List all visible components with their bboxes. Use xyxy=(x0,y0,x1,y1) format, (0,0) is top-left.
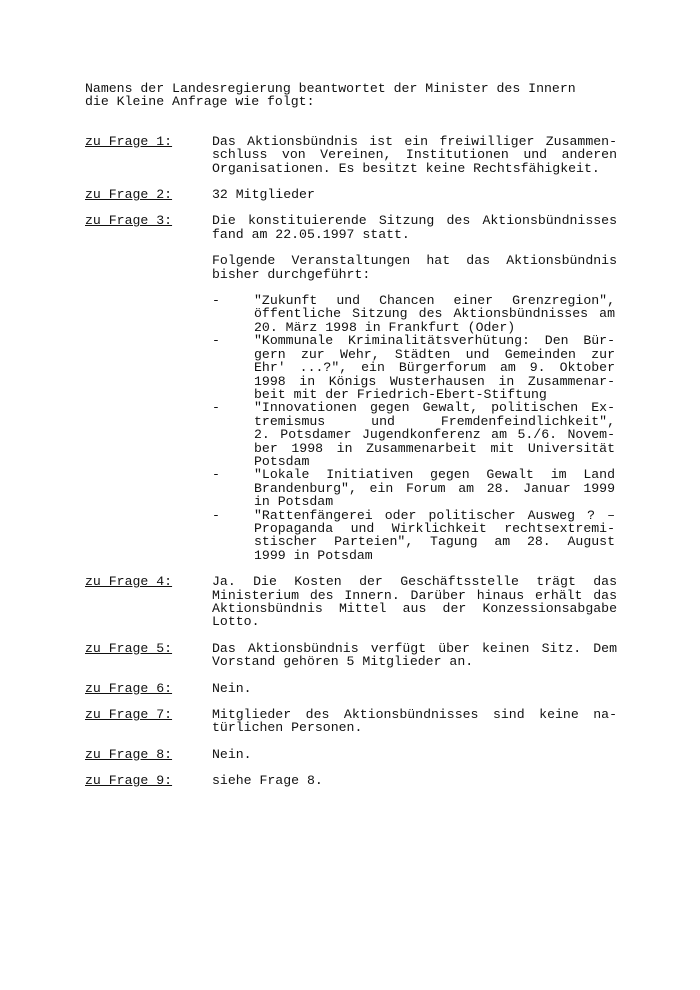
question-label: zu Frage 7: xyxy=(85,707,173,723)
answer-line: Nein. xyxy=(212,746,252,762)
answer-line: Mitglieder des Aktionsbündnisses sind keine na- xyxy=(212,707,617,723)
event-item xyxy=(212,401,617,468)
answer-text xyxy=(212,774,617,787)
bullet-dash: - xyxy=(212,507,220,523)
answer-6 xyxy=(85,682,617,695)
question-label: zu Frage 6: xyxy=(85,680,173,696)
bullet-dash: - xyxy=(212,467,220,483)
event-text xyxy=(254,468,615,508)
answer-line: türlichen Personen. xyxy=(212,720,363,736)
answer-paragraph xyxy=(212,748,617,761)
answer-line: Organisationen. Es besitzt keine Rechtsfähigkeit. xyxy=(212,160,600,176)
events-list xyxy=(212,294,617,562)
answer-text xyxy=(212,575,617,629)
event-item xyxy=(212,509,617,563)
answer-8 xyxy=(85,748,617,761)
answer-line: Nein. xyxy=(212,680,252,696)
event-line: in Potsdam xyxy=(254,494,334,510)
event-line: öffentliche Sitzung des Aktionsbündnisses am xyxy=(254,306,615,322)
answer-5 xyxy=(85,642,617,669)
event-line: "Lokale Initiativen gegen Gewalt im Land xyxy=(254,467,615,483)
intro-paragraph xyxy=(85,82,617,109)
question-label: zu Frage 5: xyxy=(85,640,173,656)
answer-line: fand am 22.05.1997 statt. xyxy=(212,226,410,242)
bullet-dash: - xyxy=(212,333,220,349)
event-line: ber 1998 in Zusammenarbeit mit Universität xyxy=(254,440,615,456)
answer-2 xyxy=(85,188,617,201)
answer-line: Aktionsbündnis Mittel aus der Konzessionsabgabe xyxy=(212,601,617,616)
event-line: gern zur Wehr, Städten und Gemeinden zur xyxy=(254,346,615,362)
event-text xyxy=(254,509,615,563)
event-text xyxy=(254,294,615,334)
answer-line: Ja. Die Kosten der Geschäftsstelle trägt das xyxy=(212,574,617,590)
event-line: 2. Potsdamer Jugendkonferenz am 5./6. Novem- xyxy=(254,427,615,443)
answer-paragraph xyxy=(212,774,617,787)
answer-paragraph xyxy=(212,214,617,241)
intro-line: die Kleine Anfrage wie folgt: xyxy=(85,94,315,110)
event-line: 1998 in Königs Wusterhausen in Zusammenar- xyxy=(254,373,615,389)
event-line: tremismus und Fremdenfeindlichkeit", xyxy=(254,413,615,429)
answer-text xyxy=(212,748,617,761)
bullet-dash: - xyxy=(212,400,220,416)
event-line: "Innovationen gegen Gewalt, politischen Ex- xyxy=(254,400,615,416)
question-label: zu Frage 9: xyxy=(85,773,173,789)
event-text xyxy=(254,401,615,468)
answers-list xyxy=(85,135,617,788)
event-line: 1999 in Potsdam xyxy=(254,547,373,563)
answer-paragraph xyxy=(212,188,617,201)
answer-7 xyxy=(85,708,617,735)
event-line: stischer Parteien", Tagung am 28. August xyxy=(254,534,615,550)
answer-paragraph xyxy=(212,642,617,669)
event-line: "Zukunft und Chancen einer Grenzregion", xyxy=(254,293,615,309)
events-intro-line: bisher durchgeführt: xyxy=(212,266,371,282)
answer-line: siehe Frage 8. xyxy=(212,773,323,789)
answer-line: Das Aktionsbündnis verfügt über keinen Sitz. Dem xyxy=(212,640,617,656)
answer-text xyxy=(212,214,617,562)
question-label: zu Frage 8: xyxy=(85,746,173,762)
answer-paragraph xyxy=(212,708,617,735)
answer-line: Ministerium des Innern. Darüber hinaus erhält das xyxy=(212,587,617,603)
question-label: zu Frage 4: xyxy=(85,574,173,590)
answer-text xyxy=(212,642,617,669)
answer-line: Lotto. xyxy=(212,614,260,630)
answer-paragraph xyxy=(212,575,617,629)
event-line: Propaganda und Wirklichkeit rechtsextremi- xyxy=(254,520,615,536)
answer-text xyxy=(212,188,617,201)
bullet-dash: - xyxy=(212,293,220,309)
event-line: 20. März 1998 in Frankfurt (Oder) xyxy=(254,319,516,335)
answer-line: schluss von Vereinen, Institutionen und anderen xyxy=(212,147,617,163)
event-line: beit mit der Friedrich-Ebert-Stiftung xyxy=(254,386,547,402)
event-item xyxy=(212,468,617,508)
question-label: zu Frage 3: xyxy=(85,213,173,229)
answer-3 xyxy=(85,214,617,562)
answer-paragraph xyxy=(212,682,617,695)
event-line: Ehr' ...?", ein Bürgerforum am 9. Oktober xyxy=(254,360,615,376)
event-item xyxy=(212,294,617,334)
question-label: zu Frage 1: xyxy=(85,133,173,149)
event-line: "Rattenfängerei oder politischer Ausweg ? – xyxy=(254,507,615,523)
event-line: Potsdam xyxy=(254,453,310,469)
event-text xyxy=(254,334,615,401)
event-item xyxy=(212,334,617,401)
event-line: "Kommunale Kriminalitätsverhütung: Den Bür- xyxy=(254,333,615,349)
document-page xyxy=(85,82,617,801)
answer-paragraph xyxy=(212,135,617,175)
event-line: Brandenburg", ein Forum am 28. Januar 1999 xyxy=(254,480,615,496)
intro-line: Namens der Landesregierung beantwortet der Minister des Innern xyxy=(85,81,576,96)
question-label: zu Frage 2: xyxy=(85,187,173,203)
answer-line: Das Aktionsbündnis ist ein freiwilliger Zusammen- xyxy=(212,133,617,149)
answer-text xyxy=(212,135,617,175)
events-intro-line: Folgende Veranstaltungen hat das Aktionsbündnis xyxy=(212,253,617,269)
answer-text xyxy=(212,682,617,695)
answer-text xyxy=(212,708,617,735)
events-intro xyxy=(212,254,617,281)
answer-4 xyxy=(85,575,617,629)
answer-line: Vorstand gehören 5 Mitglieder an. xyxy=(212,654,474,670)
answer-1 xyxy=(85,135,617,175)
answer-9 xyxy=(85,774,617,787)
answer-line: Die konstituierende Sitzung des Aktionsbündnisses xyxy=(212,213,617,229)
answer-line: 32 Mitglieder xyxy=(212,187,315,203)
